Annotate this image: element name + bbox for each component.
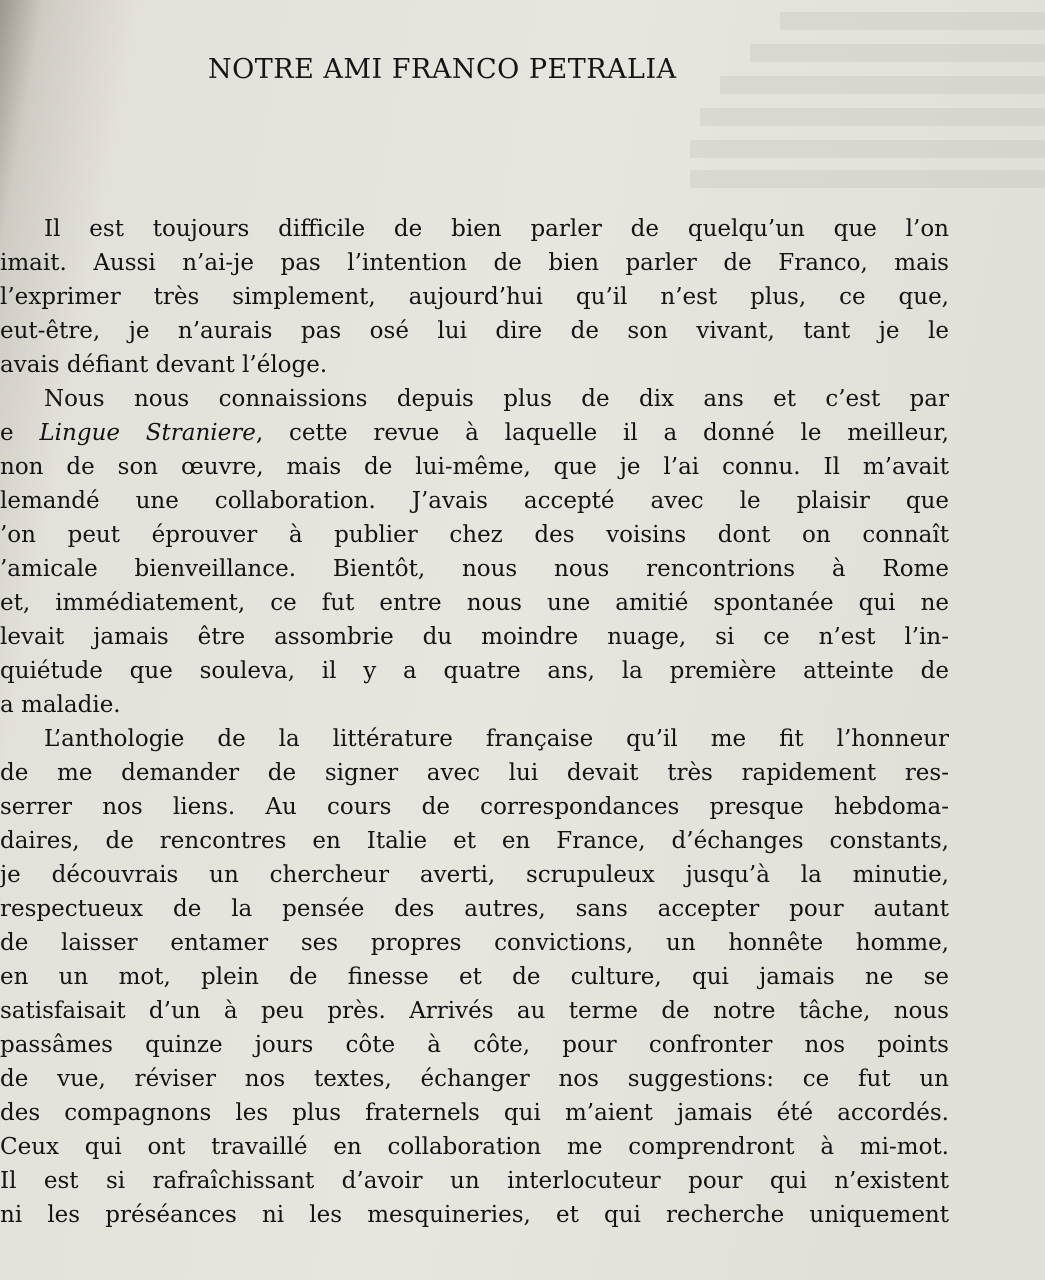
text-line: Il est toujours difficile de bien parler de quelqu’un que l’on [44,216,949,242]
text-line: daires, de rencontres en Italie et en France, d’échanges constants, [0,828,949,854]
text-line-part: , cette revue à laquelle il a donné le meilleur, [255,420,949,446]
text-line: je découvrais un chercheur averti, scrupuleux jusqu’à la minutie, [0,862,949,888]
text-line: Il est si rafraîchissant d’avoir un interlocuteur pour qui n’existent [0,1168,949,1194]
text-line-part: e [0,420,40,446]
text-line: ’on peut éprouver à publier chez des voisins dont on connaît [0,522,949,548]
text-line: passâmes quinze jours côte à côte, pour confronter nos points [0,1032,949,1058]
text-line: levait jamais être assombrie du moindre nuage, si ce n’est l’in- [0,624,949,650]
text-line: ’amicale bienveillance. Bientôt, nous nous rencontrions à Rome [0,556,949,582]
text-line: en un mot, plein de finesse et de culture, qui jamais ne se [0,964,949,990]
text-line: l’exprimer très simplement, aujourd’hui qu’il n’est plus, ce que, [0,284,949,310]
text-line: L’anthologie de la littérature française qu’il me fit l’honneur [44,726,949,752]
body-text [0,212,1045,1232]
text-line: a maladie. [0,692,121,718]
show-through-background [0,0,1045,190]
text-line: eut-être, je n’aurais pas osé lui dire de son vivant, tant je le [0,318,949,344]
journal-title: Lingue Straniere [39,420,256,446]
text-line: imait. Aussi n’ai-je pas l’intention de bien parler de Franco, mais [0,250,949,276]
page-title: NOTRE AMI FRANCO PETRALIA [208,54,677,85]
text-line: de me demander de signer avec lui devait très rapidement res- [0,760,949,786]
text-line: de vue, réviser nos textes, échanger nos suggestions: ce fut un [0,1066,949,1092]
text-line: non de son œuvre, mais de lui-même, que je l’ai connu. Il m’avait [0,454,949,480]
text-line: des compagnons les plus fraternels qui m’aient jamais été accordés. [0,1100,949,1126]
text-line: Ceux qui ont travaillé en collaboration me comprendront à mi-mot. [0,1134,949,1160]
text-line: quiétude que souleva, il y a quatre ans, la première atteinte de [0,658,949,684]
text-line: respectueux de la pensée des autres, sans accepter pour autant [0,896,949,922]
text-line [0,416,1045,450]
text-line: Nous nous connaissions depuis plus de dix ans et c’est par [44,386,949,412]
text-line: serrer nos liens. Au cours de correspondances presque hebdoma- [0,794,949,820]
text-line: lemandé une collaboration. J’avais accepté avec le plaisir que [0,488,949,514]
text-line: de laisser entamer ses propres convictions, un honnête homme, [0,930,949,956]
text-line: ni les préséances ni les mesquineries, et qui recherche uniquement [0,1202,949,1228]
text-line: avais défiant devant l’éloge. [0,352,328,378]
text-line: et, immédiatement, ce fut entre nous une amitié spontanée qui ne [0,590,949,616]
text-line: satisfaisait d’un à peu près. Arrivés au terme de notre tâche, nous [0,998,949,1024]
